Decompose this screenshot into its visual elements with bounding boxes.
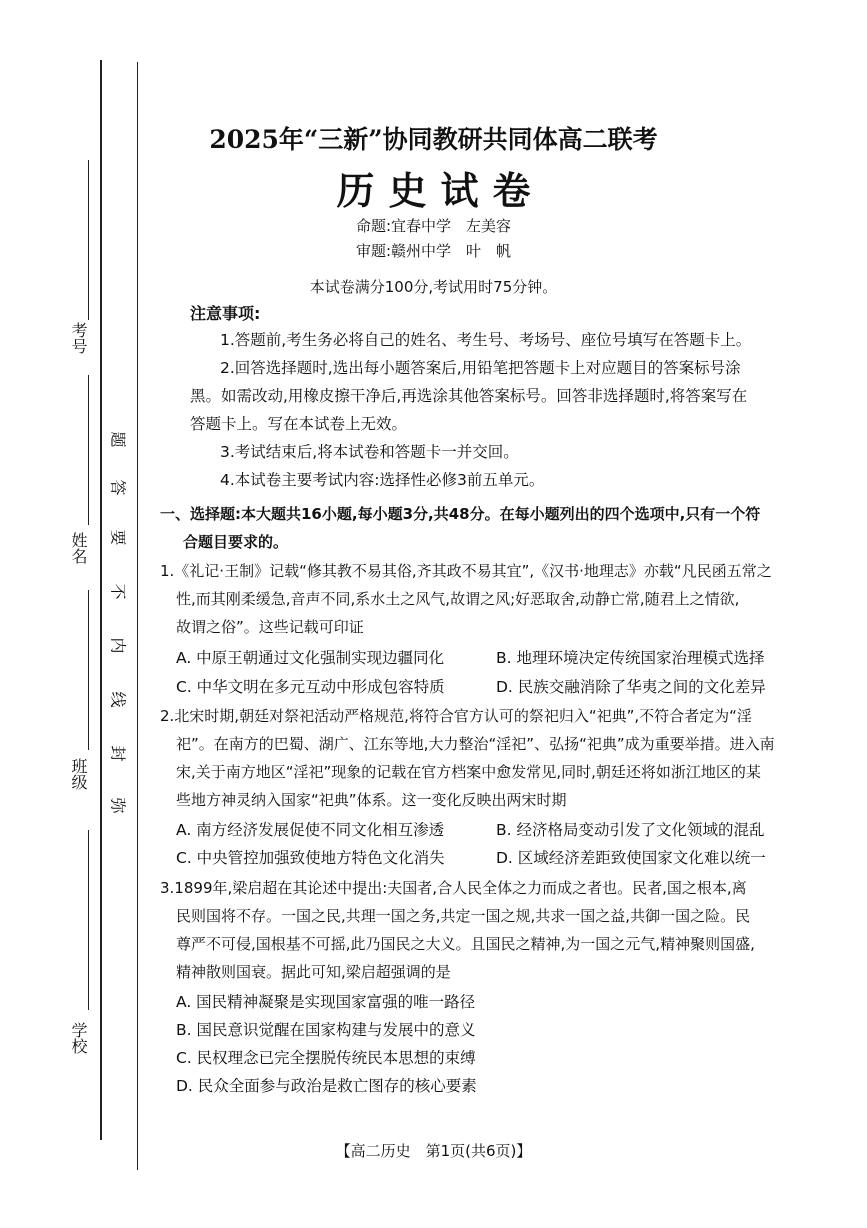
- seal-char: 要: [108, 529, 128, 546]
- question-2-option-d: D. 区域经济差距致使国家文化难以统一: [496, 849, 766, 867]
- question-1-stem: 性,而其刚柔缓急,音声不同,系水土之风气,故谓之风;好恶取舍,动静亡常,随君上之情欲,: [176, 590, 740, 608]
- seal-char: 答: [108, 479, 128, 496]
- question-3-option-a: A. 国民精神凝聚是实现国家富强的唯一路径: [176, 993, 476, 1011]
- seal-char: 弥: [108, 797, 128, 814]
- question-3-option-c: C. 民权理念已完全摆脱传统民本思想的束缚: [176, 1049, 476, 1067]
- notes-line: 3.考试结束后,将本试卷和答题卡一并交回。: [220, 443, 519, 461]
- name-label: 姓名: [69, 532, 88, 564]
- name-underline: [88, 375, 89, 525]
- setter-line: 命题:宜春中学 左美容: [355, 217, 512, 235]
- question-1-option-d: D. 民族交融消除了华夷之间的文化差异: [496, 678, 766, 696]
- seal-char: 封: [108, 745, 128, 762]
- notes-line: 黑。如需改动,用橡皮擦干净后,再选涂其他答案标号。回答非选择题时,将答案写在: [190, 387, 748, 405]
- question-1-option-b: B. 地理环境决定传统国家治理模式选择: [496, 649, 765, 667]
- question-2-stem: 宋,关于南方地区“淫祀”现象的记载在官方档案中愈发常见,同时,朝廷还将如浙江地区的某: [176, 763, 761, 781]
- class-label: 班级: [69, 758, 88, 790]
- question-2-stem: 些地方神灵纳入国家“祀典”体系。这一变化反映出两宋时期: [176, 791, 567, 809]
- reviewer-line: 审题:赣州中学 叶 帆: [355, 242, 512, 260]
- question-1-stem: 故谓之俗”。这些记载可印证: [176, 618, 364, 636]
- question-2-stem: 祀”。在南方的巴蜀、湖广、江东等地,大力整治“淫祀”、弘扬“祀典”成为重要举措。进入南: [176, 735, 775, 753]
- question-2-option-a: A. 南方经济发展促使不同文化相互渗透: [176, 821, 445, 839]
- notes-heading: 注意事项:: [190, 304, 261, 323]
- subject-title: 历史试卷: [336, 168, 545, 213]
- school-label: 学校: [69, 1022, 88, 1054]
- notes-line: 答题卡上。写在本试卷上无效。: [190, 415, 408, 433]
- question-3-option-d: D. 民众全面参与政治是救亡图存的核心要素: [176, 1077, 477, 1095]
- section-heading-cont: 合题目要求的。: [183, 533, 289, 551]
- class-underline: [88, 590, 89, 750]
- question-3-stem: 民则国将不存。一国之民,共理一国之务,共定一国之规,共求一国之益,共御一国之险。民: [176, 907, 751, 925]
- question-1-option-c: C. 中华文明在多元互动中形成包容特质: [176, 678, 445, 696]
- question-3-stem: 3.1899年,梁启超在其论述中提出:夫国者,合人民全体之力而成之者也。民者,国之根本,离: [160, 879, 747, 897]
- question-3-stem: 尊严不可侵,国根基不可摇,此乃国民之大义。且国民之精神,为一国之元气,精神聚则国盛,: [176, 935, 755, 953]
- seal-char: 题: [108, 431, 128, 448]
- page-footer: 【高二历史 第1页(共6页)】: [335, 1142, 532, 1160]
- seal-char: 不: [108, 583, 128, 600]
- score-time-line: 本试卷满分100分,考试用时75分钟。: [309, 278, 558, 296]
- exam-title: 2025年“三新”协同教研共同体高二联考: [209, 125, 658, 154]
- question-2-option-c: C. 中央管控加强致使地方特色文化消失: [176, 849, 445, 867]
- question-1-option-a: A. 中原王朝通过文化强制实现边疆同化: [176, 649, 445, 667]
- notes-line: 2.回答选择题时,选出每小题答案后,用铅笔把答题卡上对应题目的答案标号涂: [220, 359, 741, 377]
- seal-char: 内: [108, 637, 128, 654]
- question-3-stem: 精神散则国衰。据此可知,梁启超强调的是: [176, 963, 451, 981]
- question-1-stem: 1.《礼记·王制》记载“修其教不易其俗,齐其政不易其宜”,《汉书·地理志》亦载“凡民函五常之: [160, 562, 772, 580]
- exam-number-label: 考号: [69, 322, 88, 354]
- notes-line: 1.答题前,考生务必将自己的姓名、考生号、考场号、座位号填写在答题卡上。: [220, 331, 752, 349]
- seal-char: 线: [108, 691, 128, 708]
- question-2-stem: 2.北宋时期,朝廷对祭祀活动严格规范,将符合官方认可的祭祀归入“祀典”,不符合者定为“淫: [160, 707, 752, 725]
- section-heading: 一、选择题:本大题共16小题,每小题3分,共48分。在每小题列出的四个选项中,只有一个符: [160, 505, 761, 523]
- question-3-option-b: B. 国民意识觉醒在国家构建与发展中的意义: [176, 1021, 476, 1039]
- notes-line: 4.本试卷主要考试内容:选择性必修3前五单元。: [220, 471, 545, 489]
- school-underline: [88, 830, 89, 1010]
- question-2-option-b: B. 经济格局变动引发了文化领域的混乱: [496, 821, 765, 839]
